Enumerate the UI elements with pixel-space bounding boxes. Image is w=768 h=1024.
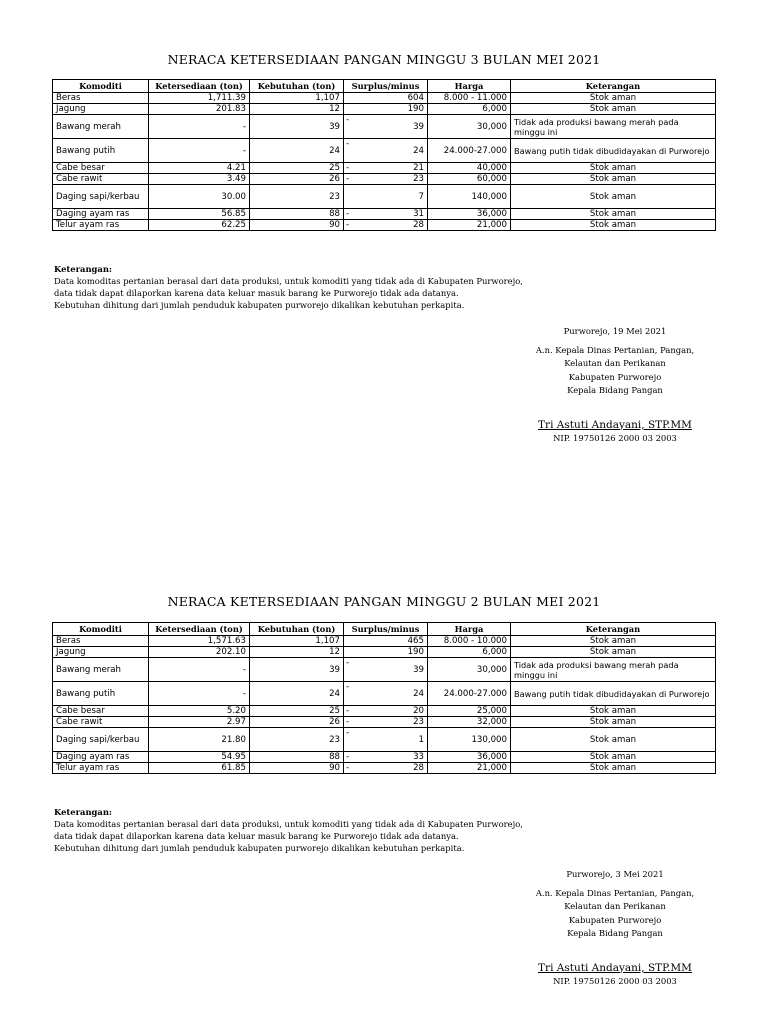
table-row <box>53 220 716 231</box>
cell-komoditi: Jagung <box>53 647 149 658</box>
cell-kebutuhan: 39 <box>250 115 344 139</box>
notes-heading: Keterangan: <box>54 807 113 817</box>
cell-surplus-minus <box>344 185 428 209</box>
table-row <box>53 139 716 163</box>
cell-harga: 21,000 <box>428 763 511 774</box>
cell-kebutuhan: 90 <box>250 220 344 231</box>
cell-harga: 32,000 <box>428 717 511 728</box>
cell-surplus-minus <box>344 682 428 706</box>
cell-keterangan: Stok aman <box>511 174 716 185</box>
cell-harga: 130,000 <box>428 728 511 752</box>
signatory-name: Tri Astuti Andayani, STP.MM <box>538 418 692 431</box>
cell-kebutuhan: 12 <box>250 104 344 115</box>
cell-keterangan: Stok aman <box>511 185 716 209</box>
place-date: Purworejo, 3 Mei 2021 <box>566 869 664 879</box>
table-row <box>53 728 716 752</box>
cell-komoditi: Jagung <box>53 104 149 115</box>
cell-kebutuhan: 23 <box>250 728 344 752</box>
notes-line: data tidak dapat dilaporkan karena data keluar masuk barang ke Purworejo tidak ada datanya. <box>54 831 459 841</box>
cell-kebutuhan: 88 <box>250 209 344 220</box>
cell-komoditi: Cabe rawit <box>53 174 149 185</box>
cell-harga: 36,000 <box>428 209 511 220</box>
cell-surplus-minus <box>344 209 428 220</box>
table-row <box>53 706 716 717</box>
cell-harga: 60,000 <box>428 174 511 185</box>
surplus-value: 465 <box>407 636 424 646</box>
column-header: Ketersediaan (ton) <box>149 80 250 93</box>
table-row <box>53 647 716 658</box>
surplus-value: 39 <box>413 121 424 132</box>
cell-kebutuhan: 26 <box>250 717 344 728</box>
cell-kebutuhan: 24 <box>250 139 344 163</box>
cell-harga: 25,000 <box>428 706 511 717</box>
column-header: Keterangan <box>511 80 716 93</box>
cell-ketersediaan: - <box>149 682 250 706</box>
notes-block <box>54 806 694 854</box>
cell-kebutuhan: 39 <box>250 658 344 682</box>
surplus-value: 190 <box>407 647 424 657</box>
cell-kebutuhan: 88 <box>250 752 344 763</box>
cell-surplus-minus <box>344 104 428 115</box>
cell-komoditi: Daging ayam ras <box>53 752 149 763</box>
cell-harga: 24.000-27.000 <box>428 139 511 163</box>
cell-surplus-minus <box>344 93 428 104</box>
cell-surplus-minus <box>344 706 428 717</box>
cell-keterangan: Stok aman <box>511 728 716 752</box>
notes-line: Data komoditas pertanian berasal dari data produksi, untuk komoditi yang tidak ada di Kabupaten Purworejo, <box>54 276 523 286</box>
surplus-value: 33 <box>413 752 424 762</box>
column-header: Ketersediaan (ton) <box>149 623 250 636</box>
table-row <box>53 636 716 647</box>
cell-ketersediaan: - <box>149 115 250 139</box>
cell-kebutuhan: 26 <box>250 174 344 185</box>
signatory-nip: NIP. 19750126 2000 03 2003 <box>553 432 677 443</box>
surplus-value: 39 <box>413 664 424 675</box>
notes-heading: Keterangan: <box>54 264 113 274</box>
place-date: Purworejo, 19 Mei 2021 <box>563 326 667 336</box>
notes-line: Kebutuhan dihitung dari jumlah penduduk kabupaten purworejo dikalikan kebutuhan perkapita. <box>54 300 465 310</box>
cell-ketersediaan: 56.85 <box>149 209 250 220</box>
signature-block <box>470 868 760 987</box>
cell-surplus-minus <box>344 647 428 658</box>
cell-harga: 140,000 <box>428 185 511 209</box>
surplus-value: 24 <box>413 145 424 156</box>
cell-ketersediaan: 4.21 <box>149 163 250 174</box>
column-header: Harga <box>428 80 511 93</box>
cell-kebutuhan: 23 <box>250 185 344 209</box>
signature-line: Kelautan dan Perikanan <box>564 358 666 368</box>
cell-ketersediaan: 62.25 <box>149 220 250 231</box>
cell-keterangan: Stok aman <box>511 706 716 717</box>
table-row <box>53 717 716 728</box>
table-row <box>53 682 716 706</box>
cell-surplus-minus <box>344 139 428 163</box>
cell-keterangan: Tidak ada produksi bawang merah pada minggu ini <box>511 115 716 139</box>
notes-line: Kebutuhan dihitung dari jumlah penduduk kabupaten purworejo dikalikan kebutuhan perkapita. <box>54 843 465 853</box>
report-title: NERACA KETERSEDIAAN PANGAN MINGGU 3 BULAN MEI 2021 <box>167 52 601 67</box>
minus-sign: - <box>346 763 350 773</box>
surplus-value: 190 <box>407 104 424 114</box>
cell-kebutuhan: 90 <box>250 763 344 774</box>
table-row <box>53 763 716 774</box>
cell-harga: 8.000 - 10.000 <box>428 636 511 647</box>
cell-ketersediaan: 5.20 <box>149 706 250 717</box>
surplus-value: 24 <box>413 688 424 699</box>
cell-ketersediaan: 201.83 <box>149 104 250 115</box>
cell-ketersediaan: 3.49 <box>149 174 250 185</box>
cell-kebutuhan: 25 <box>250 163 344 174</box>
surplus-value: 21 <box>413 163 424 173</box>
food-balance-table <box>52 622 716 774</box>
signatory-name: Tri Astuti Andayani, STP.MM <box>538 961 692 974</box>
cell-keterangan: Stok aman <box>511 209 716 220</box>
column-header: Surplus/minus <box>344 623 428 636</box>
cell-keterangan: Bawang putih tidak dibudidayakan di Purworejo <box>511 682 716 706</box>
cell-ketersediaan: 1,711.39 <box>149 93 250 104</box>
cell-ketersediaan: 30.00 <box>149 185 250 209</box>
cell-keterangan: Tidak ada produksi bawang merah pada minggu ini <box>511 658 716 682</box>
surplus-value: 23 <box>413 174 424 184</box>
minus-sign: - <box>346 682 350 692</box>
signature-line: Kepala Bidang Pangan <box>567 385 663 395</box>
notes-line: data tidak dapat dilaporkan karena data keluar masuk barang ke Purworejo tidak ada datanya. <box>54 288 459 298</box>
cell-ketersediaan: 54.95 <box>149 752 250 763</box>
cell-harga: 24.000-27.000 <box>428 682 511 706</box>
cell-surplus-minus <box>344 728 428 752</box>
table-row <box>53 185 716 209</box>
minus-sign: - <box>346 115 350 125</box>
cell-harga: 36,000 <box>428 752 511 763</box>
surplus-value: 604 <box>407 93 424 103</box>
signature-line: Kelautan dan Perikanan <box>564 901 666 911</box>
surplus-value: 20 <box>413 706 424 716</box>
notes-line: Data komoditas pertanian berasal dari data produksi, untuk komoditi yang tidak ada di Kabupaten Purworejo, <box>54 819 523 829</box>
column-header: Kebutuhan (ton) <box>250 80 344 93</box>
cell-komoditi: Telur ayam ras <box>53 763 149 774</box>
cell-kebutuhan: 24 <box>250 682 344 706</box>
table-row <box>53 174 716 185</box>
cell-komoditi: Bawang putih <box>53 139 149 163</box>
cell-keterangan: Bawang putih tidak dibudidayakan di Purworejo <box>511 139 716 163</box>
minus-sign: - <box>346 220 350 230</box>
table-row <box>53 209 716 220</box>
surplus-value: 31 <box>413 209 424 219</box>
cell-keterangan: Stok aman <box>511 752 716 763</box>
cell-surplus-minus <box>344 763 428 774</box>
signature-block <box>470 325 760 444</box>
cell-komoditi: Cabe rawit <box>53 717 149 728</box>
table-row <box>53 93 716 104</box>
cell-surplus-minus <box>344 220 428 231</box>
cell-keterangan: Stok aman <box>511 163 716 174</box>
surplus-value: 1 <box>418 734 424 745</box>
cell-ketersediaan: 202.10 <box>149 647 250 658</box>
cell-ketersediaan: - <box>149 658 250 682</box>
cell-ketersediaan: 61.85 <box>149 763 250 774</box>
minus-sign: - <box>346 174 350 184</box>
column-header: Komoditi <box>53 623 149 636</box>
cell-surplus-minus <box>344 752 428 763</box>
notes-block <box>54 263 694 311</box>
surplus-value: 28 <box>413 220 424 230</box>
report-title: NERACA KETERSEDIAAN PANGAN MINGGU 2 BULAN MEI 2021 <box>167 594 601 609</box>
cell-keterangan: Stok aman <box>511 104 716 115</box>
minus-sign: - <box>346 752 350 762</box>
cell-komoditi: Telur ayam ras <box>53 220 149 231</box>
minus-sign: - <box>346 209 350 219</box>
surplus-value: 23 <box>413 717 424 727</box>
cell-kebutuhan: 12 <box>250 647 344 658</box>
minus-sign: - <box>346 658 350 668</box>
table-row <box>53 163 716 174</box>
minus-sign: - <box>346 706 350 716</box>
cell-komoditi: Bawang merah <box>53 658 149 682</box>
column-header: Keterangan <box>511 623 716 636</box>
cell-harga: 6,000 <box>428 104 511 115</box>
cell-surplus-minus <box>344 717 428 728</box>
surplus-value: 7 <box>418 191 424 202</box>
cell-surplus-minus <box>344 658 428 682</box>
cell-kebutuhan: 1,107 <box>250 93 344 104</box>
minus-sign: - <box>346 728 350 738</box>
table-row <box>53 104 716 115</box>
minus-sign: - <box>346 139 350 149</box>
column-header: Surplus/minus <box>344 80 428 93</box>
cell-harga: 30,000 <box>428 115 511 139</box>
signature-line: A.n. Kepala Dinas Pertanian, Pangan, <box>535 344 695 355</box>
cell-surplus-minus <box>344 636 428 647</box>
cell-ketersediaan: - <box>149 139 250 163</box>
cell-ketersediaan: 21.80 <box>149 728 250 752</box>
signature-line: A.n. Kepala Dinas Pertanian, Pangan, <box>535 887 695 898</box>
cell-komoditi: Daging ayam ras <box>53 209 149 220</box>
cell-komoditi: Cabe besar <box>53 163 149 174</box>
minus-sign: - <box>346 717 350 727</box>
table-row <box>53 752 716 763</box>
cell-komoditi: Beras <box>53 93 149 104</box>
cell-surplus-minus <box>344 163 428 174</box>
cell-harga: 8.000 - 11.000 <box>428 93 511 104</box>
cell-komoditi: Bawang merah <box>53 115 149 139</box>
cell-komoditi: Daging sapi/kerbau <box>53 185 149 209</box>
cell-keterangan: Stok aman <box>511 763 716 774</box>
cell-keterangan: Stok aman <box>511 93 716 104</box>
table-header-row <box>53 623 716 636</box>
minus-sign: - <box>346 163 350 173</box>
cell-komoditi: Beras <box>53 636 149 647</box>
cell-surplus-minus <box>344 115 428 139</box>
signatory-nip: NIP. 19750126 2000 03 2003 <box>553 975 677 986</box>
column-header: Komoditi <box>53 80 149 93</box>
signature-line: Kabupaten Purworejo <box>568 371 662 382</box>
cell-kebutuhan: 25 <box>250 706 344 717</box>
cell-komoditi: Bawang putih <box>53 682 149 706</box>
cell-harga: 6,000 <box>428 647 511 658</box>
cell-harga: 21,000 <box>428 220 511 231</box>
cell-komoditi: Daging sapi/kerbau <box>53 728 149 752</box>
cell-kebutuhan: 1,107 <box>250 636 344 647</box>
cell-ketersediaan: 1,571.63 <box>149 636 250 647</box>
cell-keterangan: Stok aman <box>511 220 716 231</box>
cell-komoditi: Cabe besar <box>53 706 149 717</box>
cell-keterangan: Stok aman <box>511 717 716 728</box>
signature-line: Kabupaten Purworejo <box>568 914 662 925</box>
cell-harga: 30,000 <box>428 658 511 682</box>
cell-keterangan: Stok aman <box>511 647 716 658</box>
table-row <box>53 658 716 682</box>
table-row <box>53 115 716 139</box>
food-balance-table <box>52 79 716 231</box>
column-header: Kebutuhan (ton) <box>250 623 344 636</box>
cell-harga: 40,000 <box>428 163 511 174</box>
table-header-row <box>53 80 716 93</box>
cell-ketersediaan: 2.97 <box>149 717 250 728</box>
signature-line: Kepala Bidang Pangan <box>567 928 663 938</box>
column-header: Harga <box>428 623 511 636</box>
cell-keterangan: Stok aman <box>511 636 716 647</box>
surplus-value: 28 <box>413 763 424 773</box>
cell-surplus-minus <box>344 174 428 185</box>
